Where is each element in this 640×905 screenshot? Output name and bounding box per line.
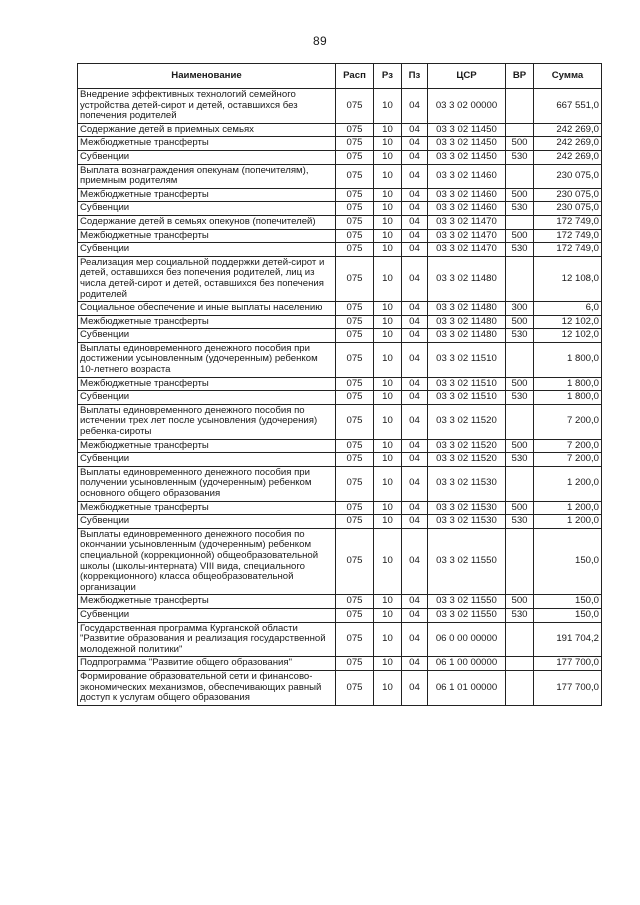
- cell-sum: 7 200,0: [534, 453, 602, 467]
- cell-rasp: 075: [336, 657, 374, 671]
- cell-vr: [506, 466, 534, 501]
- cell-csr: 03 3 02 11470: [428, 229, 506, 243]
- cell-csr: 03 3 02 11530: [428, 466, 506, 501]
- cell-name: Государственная программа Курганской области "Развитие образования и реализация государственной молодежной политики": [78, 622, 336, 657]
- cell-rasp: 075: [336, 123, 374, 137]
- cell-rasp: 075: [336, 150, 374, 164]
- cell-rz: 10: [374, 215, 402, 229]
- cell-vr: [506, 528, 534, 595]
- cell-vr: [506, 89, 534, 124]
- cell-sum: 7 200,0: [534, 404, 602, 439]
- cell-rasp: 075: [336, 595, 374, 609]
- cell-rasp: 075: [336, 89, 374, 124]
- cell-name: Выплаты единовременного денежного пособия по окончании усыновленным (удочеренным) ребенком специальной (коррекционной) общеобразовательной школы (школы-интерната) VIII вида, специального (коррекционного) класса общеобразовательной организации: [78, 528, 336, 595]
- cell-vr: 500: [506, 595, 534, 609]
- cell-rz: 10: [374, 466, 402, 501]
- table-row: [78, 243, 602, 257]
- cell-vr: 500: [506, 315, 534, 329]
- cell-vr: [506, 670, 534, 705]
- cell-pz: 04: [402, 466, 428, 501]
- cell-name: Межбюджетные трансферты: [78, 315, 336, 329]
- cell-sum: 230 075,0: [534, 202, 602, 216]
- cell-sum: 1 800,0: [534, 377, 602, 391]
- cell-rasp: 075: [336, 528, 374, 595]
- cell-rz: 10: [374, 202, 402, 216]
- table-row: [78, 215, 602, 229]
- cell-rz: 10: [374, 608, 402, 622]
- cell-name: Межбюджетные трансферты: [78, 501, 336, 515]
- cell-rasp: 075: [336, 391, 374, 405]
- cell-rasp: 075: [336, 466, 374, 501]
- cell-rz: 10: [374, 501, 402, 515]
- cell-sum: 172 749,0: [534, 229, 602, 243]
- cell-rasp: 075: [336, 188, 374, 202]
- cell-vr: 500: [506, 137, 534, 151]
- cell-rasp: 075: [336, 302, 374, 316]
- cell-sum: 12 108,0: [534, 256, 602, 301]
- cell-rz: 10: [374, 453, 402, 467]
- cell-sum: 1 200,0: [534, 515, 602, 529]
- cell-pz: 04: [402, 595, 428, 609]
- header-vr: ВР: [506, 64, 534, 89]
- table-row: [78, 608, 602, 622]
- cell-rz: 10: [374, 302, 402, 316]
- cell-name: Межбюджетные трансферты: [78, 137, 336, 151]
- cell-sum: 230 075,0: [534, 188, 602, 202]
- cell-pz: 04: [402, 608, 428, 622]
- cell-sum: 150,0: [534, 528, 602, 595]
- cell-pz: 04: [402, 302, 428, 316]
- header-csr: ЦСР: [428, 64, 506, 89]
- cell-sum: 242 269,0: [534, 123, 602, 137]
- cell-rasp: 075: [336, 608, 374, 622]
- page-number: 89: [313, 34, 327, 48]
- cell-pz: 04: [402, 89, 428, 124]
- cell-pz: 04: [402, 188, 428, 202]
- cell-rz: 10: [374, 256, 402, 301]
- cell-vr: 530: [506, 391, 534, 405]
- cell-pz: 04: [402, 342, 428, 377]
- cell-rz: 10: [374, 391, 402, 405]
- cell-pz: 04: [402, 137, 428, 151]
- cell-vr: 530: [506, 150, 534, 164]
- cell-rz: 10: [374, 377, 402, 391]
- cell-csr: 03 3 02 11550: [428, 528, 506, 595]
- cell-csr: 03 3 02 11530: [428, 515, 506, 529]
- cell-csr: 03 3 02 11480: [428, 302, 506, 316]
- cell-sum: 1 200,0: [534, 466, 602, 501]
- cell-rasp: 075: [336, 256, 374, 301]
- cell-csr: 03 3 02 11470: [428, 243, 506, 257]
- cell-csr: 06 1 01 00000: [428, 670, 506, 705]
- cell-vr: 500: [506, 501, 534, 515]
- cell-pz: 04: [402, 315, 428, 329]
- table-row: [78, 622, 602, 657]
- cell-pz: 04: [402, 123, 428, 137]
- table-row: [78, 404, 602, 439]
- cell-rasp: 075: [336, 515, 374, 529]
- table-row: [78, 202, 602, 216]
- cell-vr: [506, 657, 534, 671]
- cell-rasp: 075: [336, 164, 374, 188]
- cell-vr: [506, 404, 534, 439]
- table-row: [78, 164, 602, 188]
- cell-rasp: 075: [336, 202, 374, 216]
- table-row: [78, 302, 602, 316]
- cell-name: Субвенции: [78, 453, 336, 467]
- table-row: [78, 453, 602, 467]
- cell-pz: 04: [402, 229, 428, 243]
- table-row: [78, 137, 602, 151]
- cell-rz: 10: [374, 528, 402, 595]
- cell-name: Подпрограмма "Развитие общего образования": [78, 657, 336, 671]
- cell-name: Межбюджетные трансферты: [78, 439, 336, 453]
- table-row: [78, 188, 602, 202]
- cell-name: Межбюджетные трансферты: [78, 595, 336, 609]
- cell-name: Субвенции: [78, 608, 336, 622]
- cell-csr: 03 3 02 11450: [428, 137, 506, 151]
- cell-name: Формирование образовательной сети и финансово-экономических механизмов, обеспечивающих равный доступ к услугам общего образования: [78, 670, 336, 705]
- table-row: [78, 150, 602, 164]
- cell-csr: 03 3 02 00000: [428, 89, 506, 124]
- cell-pz: 04: [402, 657, 428, 671]
- cell-rz: 10: [374, 595, 402, 609]
- cell-pz: 04: [402, 202, 428, 216]
- cell-sum: 191 704,2: [534, 622, 602, 657]
- cell-pz: 04: [402, 670, 428, 705]
- table-row: [78, 595, 602, 609]
- cell-csr: 03 3 02 11510: [428, 391, 506, 405]
- cell-rasp: 075: [336, 215, 374, 229]
- table-row: [78, 501, 602, 515]
- cell-rz: 10: [374, 515, 402, 529]
- cell-sum: 667 551,0: [534, 89, 602, 124]
- cell-pz: 04: [402, 439, 428, 453]
- cell-rz: 10: [374, 439, 402, 453]
- table-row: [78, 528, 602, 595]
- cell-rasp: 075: [336, 137, 374, 151]
- cell-csr: 06 0 00 00000: [428, 622, 506, 657]
- budget-table: [77, 63, 602, 706]
- cell-pz: 04: [402, 215, 428, 229]
- cell-name: Субвенции: [78, 329, 336, 343]
- cell-sum: 7 200,0: [534, 439, 602, 453]
- cell-pz: 04: [402, 150, 428, 164]
- cell-pz: 04: [402, 164, 428, 188]
- cell-name: Межбюджетные трансферты: [78, 188, 336, 202]
- cell-rz: 10: [374, 404, 402, 439]
- cell-sum: 177 700,0: [534, 670, 602, 705]
- cell-sum: 172 749,0: [534, 243, 602, 257]
- cell-vr: 500: [506, 229, 534, 243]
- table-header-row: [78, 64, 602, 89]
- cell-name: Выплаты единовременного денежного пособия при достижении усыновленным (удочеренным) ребенком 10-летнего возраста: [78, 342, 336, 377]
- cell-name: Субвенции: [78, 515, 336, 529]
- cell-vr: 500: [506, 188, 534, 202]
- cell-rz: 10: [374, 137, 402, 151]
- cell-name: Субвенции: [78, 150, 336, 164]
- table-row: [78, 391, 602, 405]
- cell-name: Межбюджетные трансферты: [78, 377, 336, 391]
- header-rasp: Расп: [336, 64, 374, 89]
- cell-rz: 10: [374, 342, 402, 377]
- cell-vr: [506, 215, 534, 229]
- cell-rz: 10: [374, 164, 402, 188]
- cell-csr: 03 3 02 11510: [428, 342, 506, 377]
- cell-vr: 500: [506, 377, 534, 391]
- cell-name: Субвенции: [78, 243, 336, 257]
- cell-sum: 172 749,0: [534, 215, 602, 229]
- cell-name: Выплаты единовременного денежного пособия по истечении трех лет после усыновления (удочерения) ребенка-сироты: [78, 404, 336, 439]
- cell-vr: [506, 622, 534, 657]
- cell-sum: 1 200,0: [534, 501, 602, 515]
- cell-rasp: 075: [336, 315, 374, 329]
- cell-csr: 03 3 02 11460: [428, 164, 506, 188]
- cell-csr: 03 3 02 11450: [428, 123, 506, 137]
- cell-csr: 03 3 02 11480: [428, 256, 506, 301]
- cell-rz: 10: [374, 229, 402, 243]
- cell-sum: 242 269,0: [534, 150, 602, 164]
- cell-pz: 04: [402, 377, 428, 391]
- table-row: [78, 256, 602, 301]
- cell-rz: 10: [374, 89, 402, 124]
- cell-rasp: 075: [336, 243, 374, 257]
- cell-rasp: 075: [336, 329, 374, 343]
- cell-csr: 03 3 02 11520: [428, 439, 506, 453]
- cell-sum: 177 700,0: [534, 657, 602, 671]
- cell-vr: 530: [506, 243, 534, 257]
- cell-vr: 530: [506, 608, 534, 622]
- cell-pz: 04: [402, 453, 428, 467]
- table-body: [78, 89, 602, 706]
- cell-sum: 12 102,0: [534, 329, 602, 343]
- table-row: [78, 329, 602, 343]
- cell-vr: [506, 164, 534, 188]
- cell-pz: 04: [402, 515, 428, 529]
- table-row: [78, 377, 602, 391]
- cell-name: Внедрение эффективных технологий семейного устройства детей-сирот и детей, оставшихся без попечения родителей: [78, 89, 336, 124]
- table-row: [78, 89, 602, 124]
- cell-rasp: 075: [336, 342, 374, 377]
- cell-vr: 500: [506, 439, 534, 453]
- cell-rasp: 075: [336, 439, 374, 453]
- cell-rasp: 075: [336, 229, 374, 243]
- cell-name: Межбюджетные трансферты: [78, 229, 336, 243]
- cell-sum: 150,0: [534, 608, 602, 622]
- header-sum: Сумма: [534, 64, 602, 89]
- cell-vr: [506, 256, 534, 301]
- table-row: [78, 229, 602, 243]
- table-row: [78, 123, 602, 137]
- cell-pz: 04: [402, 391, 428, 405]
- table-row: [78, 342, 602, 377]
- cell-vr: 530: [506, 329, 534, 343]
- table-row: [78, 515, 602, 529]
- header-rz: Рз: [374, 64, 402, 89]
- cell-rz: 10: [374, 150, 402, 164]
- cell-csr: 03 3 02 11510: [428, 377, 506, 391]
- cell-pz: 04: [402, 243, 428, 257]
- cell-rasp: 075: [336, 453, 374, 467]
- table-row: [78, 439, 602, 453]
- cell-csr: 03 3 02 11520: [428, 453, 506, 467]
- cell-csr: 03 3 02 11530: [428, 501, 506, 515]
- cell-name: Субвенции: [78, 391, 336, 405]
- cell-sum: 242 269,0: [534, 137, 602, 151]
- cell-sum: 1 800,0: [534, 391, 602, 405]
- header-name: Наименование: [78, 64, 336, 89]
- cell-rz: 10: [374, 123, 402, 137]
- cell-pz: 04: [402, 622, 428, 657]
- cell-csr: 03 3 02 11480: [428, 315, 506, 329]
- cell-vr: 300: [506, 302, 534, 316]
- cell-sum: 12 102,0: [534, 315, 602, 329]
- cell-pz: 04: [402, 404, 428, 439]
- cell-name: Выплата вознаграждения опекунам (попечителям), приемным родителям: [78, 164, 336, 188]
- cell-name: Выплаты единовременного денежного пособия при получении усыновленным (удочеренным) ребенком основного общего образования: [78, 466, 336, 501]
- cell-pz: 04: [402, 528, 428, 595]
- cell-sum: 1 800,0: [534, 342, 602, 377]
- cell-rz: 10: [374, 329, 402, 343]
- cell-rasp: 075: [336, 377, 374, 391]
- cell-vr: [506, 123, 534, 137]
- cell-rz: 10: [374, 657, 402, 671]
- cell-rasp: 075: [336, 404, 374, 439]
- table-row: [78, 657, 602, 671]
- cell-name: Содержание детей в семьях опекунов (попечителей): [78, 215, 336, 229]
- cell-name: Содержание детей в приемных семьях: [78, 123, 336, 137]
- cell-vr: [506, 342, 534, 377]
- cell-rasp: 075: [336, 622, 374, 657]
- cell-csr: 03 3 02 11550: [428, 595, 506, 609]
- cell-name: Социальное обеспечение и иные выплаты населению: [78, 302, 336, 316]
- cell-rz: 10: [374, 315, 402, 329]
- cell-name: Реализация мер социальной поддержки детей-сирот и детей, оставшихся без попечения родителей, лиц из числа детей-сирот и детей, оставшихся без попечения родителей: [78, 256, 336, 301]
- table-row: [78, 315, 602, 329]
- cell-pz: 04: [402, 329, 428, 343]
- cell-rz: 10: [374, 622, 402, 657]
- cell-csr: 03 3 02 11480: [428, 329, 506, 343]
- table-row: [78, 670, 602, 705]
- header-pz: Пз: [402, 64, 428, 89]
- table-row: [78, 466, 602, 501]
- cell-sum: 230 075,0: [534, 164, 602, 188]
- cell-vr: 530: [506, 453, 534, 467]
- cell-rz: 10: [374, 670, 402, 705]
- cell-sum: 150,0: [534, 595, 602, 609]
- cell-csr: 03 3 02 11520: [428, 404, 506, 439]
- cell-pz: 04: [402, 501, 428, 515]
- cell-csr: 03 3 02 11460: [428, 202, 506, 216]
- cell-csr: 03 3 02 11470: [428, 215, 506, 229]
- cell-csr: 06 1 00 00000: [428, 657, 506, 671]
- cell-csr: 03 3 02 11450: [428, 150, 506, 164]
- cell-rasp: 075: [336, 501, 374, 515]
- cell-name: Субвенции: [78, 202, 336, 216]
- cell-pz: 04: [402, 256, 428, 301]
- cell-sum: 6,0: [534, 302, 602, 316]
- cell-vr: 530: [506, 515, 534, 529]
- cell-csr: 03 3 02 11460: [428, 188, 506, 202]
- cell-rz: 10: [374, 188, 402, 202]
- cell-csr: 03 3 02 11550: [428, 608, 506, 622]
- cell-vr: 530: [506, 202, 534, 216]
- cell-rasp: 075: [336, 670, 374, 705]
- cell-rz: 10: [374, 243, 402, 257]
